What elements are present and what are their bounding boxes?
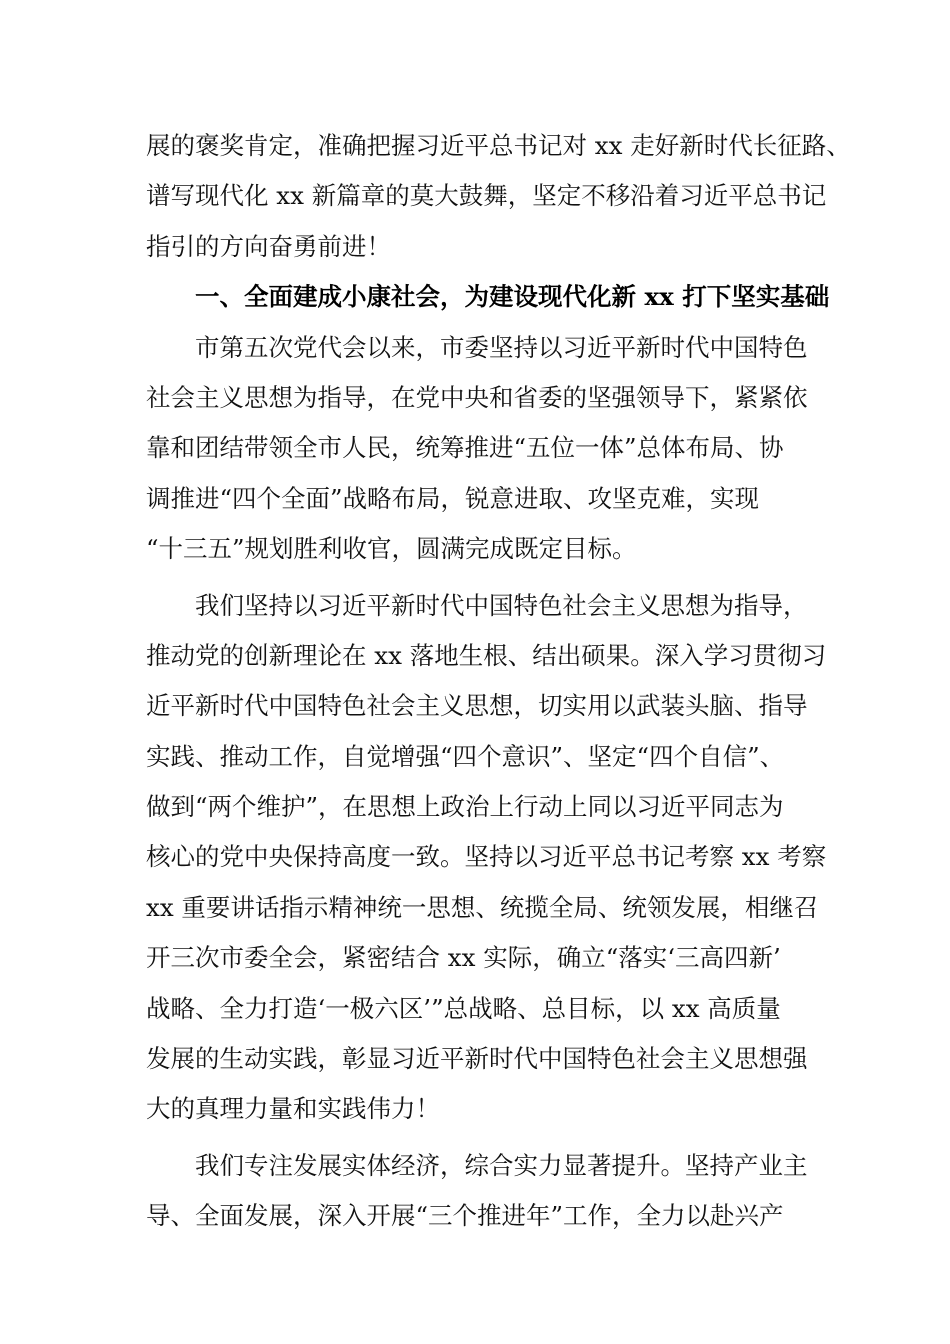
text-line: 推动党的创新理论在 xx 落地生根、结出硕果。深入学习贯彻习 [146, 640, 827, 670]
text-line: “十三五”规划胜利收官，圆满完成既定目标。 [146, 534, 637, 564]
text-line: 我们专注发展实体经济，综合实力显著提升。坚持产业主 [146, 1150, 808, 1180]
text-line: 开三次市委全会，紧密结合 xx 实际，确立“落实‘三高四新’ [146, 943, 781, 973]
text-line: 做到“两个维护”，在思想上政治上行动上同以习近平同志为 [146, 792, 784, 822]
text-line: 战略、全力打造‘一极六区’”总战略、总目标，以 xx 高质量 [146, 993, 781, 1023]
text-line: 核心的党中央保持高度一致。坚持以习近平总书记考察 xx 考察 [146, 842, 827, 872]
text-line: 展的褒奖肯定，准确把握习近平总书记对 xx 走好新时代长征路、 [146, 131, 851, 160]
text-line: 导、全面发展，深入开展“三个推进年”工作，全力以赴兴产 [146, 1201, 784, 1231]
text-line: 近平新时代中国特色社会主义思想，切实用以武装头脑、指导 [146, 691, 808, 721]
text-line: 发展的生动实践，彰显习近平新时代中国特色社会主义思想强 [146, 1044, 808, 1074]
text-line: 调推进“四个全面”战略布局，锐意进取、攻坚克难，实现 [146, 483, 760, 513]
paragraph-overview [146, 323, 816, 575]
section-heading [146, 272, 830, 322]
text-line: 市第五次党代会以来，市委坚持以习近平新时代中国特色 [146, 332, 808, 362]
paragraph-theory [146, 581, 827, 1135]
text-line: xx 重要讲话指示精神统一思想、统揽全局、统领发展，相继召 [146, 892, 819, 922]
text-line: 我们坚持以习近平新时代中国特色社会主义思想为指导， [146, 590, 808, 620]
paragraph-intro-continuation [146, 121, 851, 272]
heading-line: 一、全面建成小康社会，为建设现代化新 xx 打下坚实基础 [146, 282, 830, 312]
text-line: 大的真理力量和实践伟力！ [146, 1094, 440, 1124]
text-line: 谱写现代化 xx 新篇章的莫大鼓舞，坚定不移沿着习近平总书记 [146, 181, 827, 211]
document-body [146, 121, 851, 1242]
text-line: 靠和团结带领全市人民，统筹推进“五位一体”总体布局、协 [146, 433, 784, 463]
text-line: 指引的方向奋勇前进！ [146, 231, 391, 261]
text-line: 实践、推动工作，自觉增强“四个意识”、坚定“四个自信”、 [146, 741, 785, 771]
paragraph-economy [146, 1141, 816, 1242]
text-line: 社会主义思想为指导，在党中央和省委的坚强领导下，紧紧依 [146, 382, 808, 412]
